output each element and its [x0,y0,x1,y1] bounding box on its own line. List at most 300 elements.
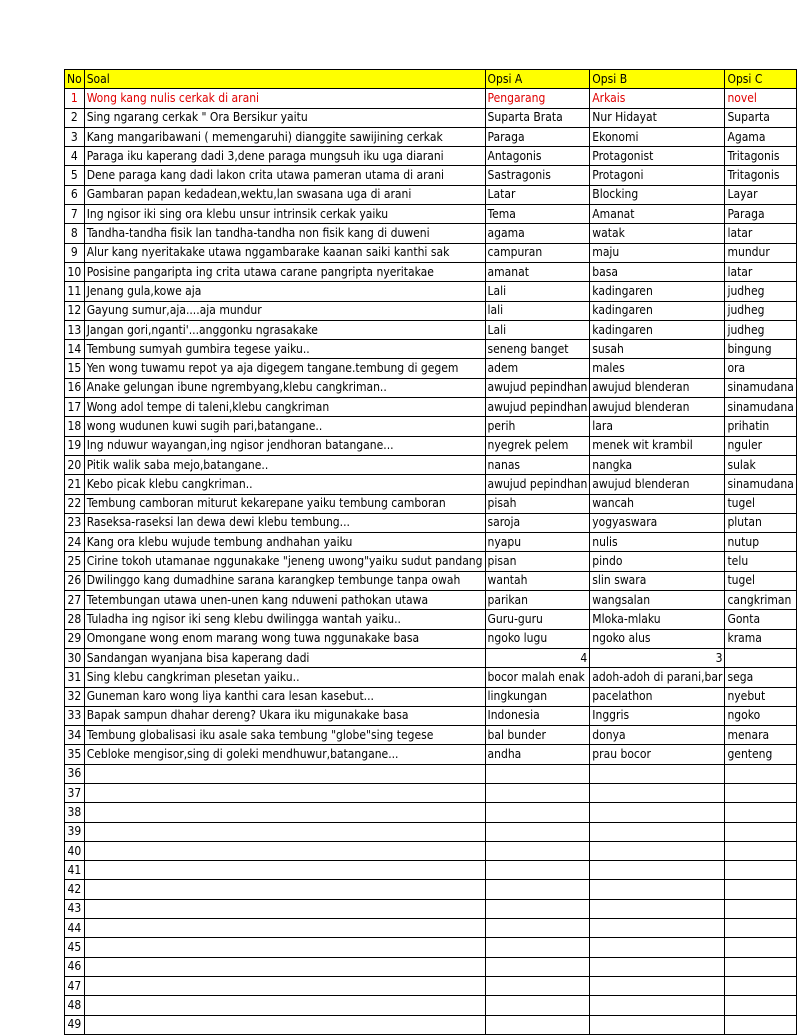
table-row [65,243,797,262]
option-a-cell[interactable]: pisan [485,552,590,571]
option-c-cell[interactable]: krama [725,629,796,648]
table-row [65,205,797,224]
table-row [65,783,797,802]
option-c-cell[interactable]: sinamudana [725,378,796,397]
option-c-cell[interactable]: Gonta [725,610,796,629]
question-cell[interactable] [84,1015,485,1034]
table-row [65,648,797,667]
header-row [65,70,797,89]
option-b-cell[interactable] [590,764,725,783]
option-a-cell[interactable]: lali [485,301,590,320]
option-b-cell[interactable]: susah [590,340,725,359]
table-row [65,89,797,108]
option-a-cell[interactable]: Sastragonis [485,166,590,185]
option-a-cell[interactable] [485,919,590,938]
option-c-cell[interactable]: Suparta [725,108,796,127]
option-b-cell[interactable] [590,899,725,918]
option-a-cell[interactable]: bal bunder [485,726,590,745]
question-cell[interactable] [84,783,485,802]
option-c-cell[interactable]: latar [725,262,796,281]
table-row [65,417,797,436]
row-number-cell[interactable]: 4 [65,147,85,166]
option-c-cell[interactable]: ora [725,359,796,378]
option-a-cell[interactable] [485,764,590,783]
option-b-cell[interactable] [590,822,725,841]
option-a-cell[interactable]: Tema [485,205,590,224]
question-cell[interactable]: Wong kang nulis cerkak di arani [84,89,485,108]
row-number-cell[interactable]: 47 [65,976,85,995]
question-cell[interactable]: Sing ngarang cerkak " Ora Bersikur yaitu [84,108,485,127]
option-a-cell[interactable] [485,938,590,957]
question-cell[interactable]: Jangan gori,nganti'...anggonku ngrasakake [84,320,485,339]
option-a-cell[interactable]: pisah [485,494,590,513]
question-cell[interactable]: Dwilinggo kang dumadhine sarana karangkep tembunge tanpa owah [84,571,485,590]
table-row [65,957,797,976]
option-a-cell[interactable]: Latar [485,185,590,204]
option-a-cell[interactable] [485,783,590,802]
question-cell[interactable]: Yen wong tuwamu repot ya aja digegem tangane.tembung di gegem [84,359,485,378]
row-number-cell[interactable]: 15 [65,359,85,378]
question-cell[interactable] [84,841,485,860]
table-row [65,976,797,995]
row-number-cell[interactable]: 42 [65,880,85,899]
option-c-cell[interactable]: nutup [725,533,796,552]
row-number-cell[interactable]: 33 [65,706,85,725]
option-b-cell[interactable]: awujud blenderan [590,378,725,397]
question-cell[interactable] [84,803,485,822]
question-cell[interactable]: Tandha-tandha fisik lan tandha-tandha non fisik kang di duweni [84,224,485,243]
row-number-cell[interactable]: 30 [65,648,85,667]
question-cell[interactable]: Tembung sumyah gumbira tegese yaiku.. [84,340,485,359]
table-row [65,938,797,957]
row-number-cell[interactable]: 39 [65,822,85,841]
table-row [65,591,797,610]
option-c-cell[interactable] [725,648,796,667]
option-a-cell[interactable]: adem [485,359,590,378]
option-a-cell[interactable] [485,996,590,1015]
row-number-cell[interactable]: 31 [65,668,85,687]
option-a-cell[interactable]: Guru-guru [485,610,590,629]
question-cell[interactable]: Tetembungan utawa unen-unen kang nduweni pathokan utawa [84,591,485,610]
row-number-cell[interactable]: 20 [65,455,85,474]
table-row [65,706,797,725]
row-number-cell[interactable]: 17 [65,398,85,417]
option-b-cell[interactable]: Nur Hidayat [590,108,725,127]
table-row [65,127,797,146]
table-row [65,552,797,571]
table-row [65,822,797,841]
option-c-cell[interactable] [725,957,796,976]
option-b-cell[interactable] [590,803,725,822]
table-body [65,70,797,1035]
question-cell[interactable]: Ing ngisor iki sing ora klebu unsur intrinsik cerkak yaiku [84,205,485,224]
row-number-cell[interactable]: 6 [65,185,85,204]
header-opsi-a[interactable]: Opsi A [485,70,590,89]
option-c-cell[interactable] [725,861,796,880]
option-b-cell[interactable]: ngoko alus [590,629,725,648]
option-b-cell[interactable]: menek wit krambil [590,436,725,455]
option-b-cell[interactable]: adoh-adoh di parani,bar [590,668,725,687]
table-row [65,571,797,590]
question-cell[interactable]: Omongane wong enom marang wong tuwa nggunakake basa [84,629,485,648]
option-b-cell[interactable]: slin swara [590,571,725,590]
table-row [65,185,797,204]
option-b-cell[interactable]: 3 [590,648,725,667]
question-cell[interactable]: Ing nduwur wayangan,ing ngisor jendhoran batangane... [84,436,485,455]
table-row [65,436,797,455]
table-row [65,996,797,1015]
row-number-cell[interactable]: 49 [65,1015,85,1034]
question-cell[interactable]: Cebloke mengisor,sing di goleki mendhuwur,batangane... [84,745,485,764]
table-row [65,455,797,474]
question-cell[interactable]: Kebo picak klebu cangkriman.. [84,475,485,494]
option-b-cell[interactable]: Arkais [590,89,725,108]
option-a-cell[interactable]: ngoko lugu [485,629,590,648]
option-b-cell[interactable]: basa [590,262,725,281]
option-c-cell[interactable]: telu [725,552,796,571]
row-number-cell[interactable]: 1 [65,89,85,108]
row-number-cell[interactable]: 34 [65,726,85,745]
option-b-cell[interactable]: Mloka-mlaku [590,610,725,629]
option-a-cell[interactable]: andha [485,745,590,764]
option-c-cell[interactable]: latar [725,224,796,243]
question-cell[interactable]: Sing klebu cangkriman plesetan yaiku.. [84,668,485,687]
question-cell[interactable]: Guneman karo wong liya kanthi cara lesan kasebut... [84,687,485,706]
option-b-cell[interactable] [590,938,725,957]
row-number-cell[interactable]: 10 [65,262,85,281]
row-number-cell[interactable]: 26 [65,571,85,590]
option-a-cell[interactable]: nyapu [485,533,590,552]
row-number-cell[interactable]: 22 [65,494,85,513]
option-c-cell[interactable] [725,976,796,995]
question-cell[interactable]: Raseksa-raseksi lan dewa dewi klebu tembung... [84,513,485,532]
option-c-cell[interactable]: sega [725,668,796,687]
option-c-cell[interactable]: judheg [725,301,796,320]
question-cell[interactable] [84,976,485,995]
option-c-cell[interactable]: Layar [725,185,796,204]
row-number-cell[interactable]: 5 [65,166,85,185]
question-cell[interactable]: Anake gelungan ibune ngrembyang,klebu cangkriman.. [84,378,485,397]
table-row [65,841,797,860]
question-cell[interactable]: Paraga iku kaperang dadi 3,dene paraga mungsuh iku uga diarani [84,147,485,166]
row-number-cell[interactable]: 14 [65,340,85,359]
option-c-cell[interactable] [725,803,796,822]
option-c-cell[interactable]: genteng [725,745,796,764]
option-a-cell[interactable] [485,976,590,995]
option-a-cell[interactable] [485,841,590,860]
row-number-cell[interactable]: 37 [65,783,85,802]
option-a-cell[interactable] [485,822,590,841]
row-number-cell[interactable]: 9 [65,243,85,262]
option-a-cell[interactable]: 4 [485,648,590,667]
table-row [65,301,797,320]
option-c-cell[interactable]: novel [725,89,796,108]
option-b-cell[interactable] [590,996,725,1015]
option-a-cell[interactable]: Lali [485,320,590,339]
option-a-cell[interactable]: agama [485,224,590,243]
question-cell[interactable] [84,919,485,938]
option-a-cell[interactable]: Antagonis [485,147,590,166]
option-c-cell[interactable]: prihatin [725,417,796,436]
option-c-cell[interactable]: sinamudana [725,398,796,417]
option-b-cell[interactable]: watak [590,224,725,243]
option-c-cell[interactable] [725,783,796,802]
option-c-cell[interactable]: nyebut [725,687,796,706]
row-number-cell[interactable]: 40 [65,841,85,860]
option-b-cell[interactable]: prau bocor [590,745,725,764]
option-b-cell[interactable]: wancah [590,494,725,513]
row-number-cell[interactable]: 38 [65,803,85,822]
question-cell[interactable]: Posisine pangaripta ing crita utawa carane pangripta nyeritakae [84,262,485,281]
table-row [65,533,797,552]
option-a-cell[interactable]: Paraga [485,127,590,146]
question-cell[interactable]: Dene paraga kang dadi lakon crita utawa pameran utama di arani [84,166,485,185]
question-cell[interactable]: Wong adol tempe di taleni,klebu cangkriman [84,398,485,417]
option-b-cell[interactable]: Protagonist [590,147,725,166]
option-c-cell[interactable]: Agama [725,127,796,146]
row-number-cell[interactable]: 28 [65,610,85,629]
table-row [65,359,797,378]
table-row [65,1015,797,1034]
option-a-cell[interactable]: awujud pepindhan [485,475,590,494]
table-row [65,166,797,185]
option-b-cell[interactable]: wangsalan [590,591,725,610]
table-row [65,764,797,783]
header-no[interactable]: No [65,70,85,89]
table-row [65,668,797,687]
row-number-cell[interactable]: 8 [65,224,85,243]
option-c-cell[interactable] [725,938,796,957]
option-a-cell[interactable]: Lali [485,282,590,301]
option-c-cell[interactable] [725,880,796,899]
option-b-cell[interactable]: yogyaswara [590,513,725,532]
table-row [65,726,797,745]
option-a-cell[interactable]: Suparta Brata [485,108,590,127]
row-number-cell[interactable]: 16 [65,378,85,397]
table-row [65,108,797,127]
row-number-cell[interactable]: 3 [65,127,85,146]
option-b-cell[interactable]: kadingaren [590,301,725,320]
row-number-cell[interactable]: 29 [65,629,85,648]
table-row [65,803,797,822]
question-cell[interactable] [84,822,485,841]
option-c-cell[interactable]: judheg [725,320,796,339]
table-row [65,687,797,706]
question-cell[interactable] [84,957,485,976]
option-c-cell[interactable] [725,899,796,918]
option-b-cell[interactable]: nulis [590,533,725,552]
option-c-cell[interactable] [725,822,796,841]
table-row [65,629,797,648]
option-c-cell[interactable]: sinamudana [725,475,796,494]
table-row [65,899,797,918]
option-b-cell[interactable]: kadingaren [590,320,725,339]
option-b-cell[interactable]: Amanat [590,205,725,224]
row-number-cell[interactable]: 32 [65,687,85,706]
row-number-cell[interactable]: 43 [65,899,85,918]
table-row [65,475,797,494]
header-soal[interactable]: Soal [84,70,485,89]
row-number-cell[interactable]: 41 [65,861,85,880]
option-b-cell[interactable] [590,861,725,880]
header-opsi-c[interactable]: Opsi C [725,70,796,89]
row-number-cell[interactable]: 44 [65,919,85,938]
option-a-cell[interactable]: amanat [485,262,590,281]
option-c-cell[interactable]: sulak [725,455,796,474]
option-a-cell[interactable]: perih [485,417,590,436]
option-a-cell[interactable] [485,803,590,822]
option-b-cell[interactable]: maju [590,243,725,262]
question-cell[interactable] [84,996,485,1015]
option-c-cell[interactable] [725,996,796,1015]
option-c-cell[interactable] [725,919,796,938]
question-cell[interactable] [84,880,485,899]
option-a-cell[interactable]: campuran [485,243,590,262]
row-number-cell[interactable]: 25 [65,552,85,571]
option-b-cell[interactable]: awujud blenderan [590,398,725,417]
row-number-cell[interactable]: 24 [65,533,85,552]
question-table [64,69,797,1035]
question-cell[interactable]: Pitik walik saba mejo,batangane.. [84,455,485,474]
option-a-cell[interactable]: wantah [485,571,590,590]
question-cell[interactable]: Tembung camboran miturut kekarepane yaiku tembung camboran [84,494,485,513]
option-a-cell[interactable]: Indonesia [485,706,590,725]
table-row [65,224,797,243]
table-row [65,262,797,281]
option-c-cell[interactable]: cangkriman [725,591,796,610]
table-row [65,147,797,166]
option-b-cell[interactable] [590,957,725,976]
table-row [65,494,797,513]
row-number-cell[interactable]: 35 [65,745,85,764]
question-cell[interactable]: Kang ora klebu wujude tembung andhahan yaiku [84,533,485,552]
table-row [65,513,797,532]
option-c-cell[interactable]: nguler [725,436,796,455]
option-c-cell[interactable] [725,841,796,860]
table-row [65,282,797,301]
question-cell[interactable] [84,938,485,957]
table-row [65,378,797,397]
table-row [65,398,797,417]
option-a-cell[interactable] [485,880,590,899]
option-b-cell[interactable]: nangka [590,455,725,474]
question-cell[interactable]: Jenang gula,kowe aja [84,282,485,301]
option-a-cell[interactable]: nanas [485,455,590,474]
question-cell[interactable]: Bapak sampun dhahar dereng? Ukara iku migunakake basa [84,706,485,725]
option-a-cell[interactable] [485,899,590,918]
option-b-cell[interactable]: kadingaren [590,282,725,301]
option-c-cell[interactable]: Tritagonis [725,147,796,166]
question-cell[interactable] [84,861,485,880]
option-b-cell[interactable]: lara [590,417,725,436]
row-number-cell[interactable]: 7 [65,205,85,224]
option-b-cell[interactable]: pindo [590,552,725,571]
option-a-cell[interactable] [485,957,590,976]
row-number-cell[interactable]: 48 [65,996,85,1015]
option-b-cell[interactable] [590,841,725,860]
row-number-cell[interactable]: 45 [65,938,85,957]
option-a-cell[interactable] [485,861,590,880]
option-a-cell[interactable]: saroja [485,513,590,532]
question-cell[interactable]: Gayung sumur,aja....aja mundur [84,301,485,320]
option-a-cell[interactable]: parikan [485,591,590,610]
row-number-cell[interactable]: 36 [65,764,85,783]
option-c-cell[interactable]: plutan [725,513,796,532]
question-cell[interactable] [84,899,485,918]
table-row [65,861,797,880]
option-b-cell[interactable]: Blocking [590,185,725,204]
question-cell[interactable]: wong wudunen kuwi sugih pari,batangane.. [84,417,485,436]
option-a-cell[interactable]: Pengarang [485,89,590,108]
row-number-cell[interactable]: 11 [65,282,85,301]
table-row [65,340,797,359]
row-number-cell[interactable]: 23 [65,513,85,532]
option-b-cell[interactable] [590,783,725,802]
option-c-cell[interactable] [725,764,796,783]
option-c-cell[interactable]: judheg [725,282,796,301]
option-c-cell[interactable] [725,1015,796,1034]
option-a-cell[interactable]: awujud pepindhan [485,378,590,397]
question-cell[interactable]: Sandangan wyanjana bisa kaperang dadi [84,648,485,667]
option-b-cell[interactable]: Ekonomi [590,127,725,146]
row-number-cell[interactable]: 27 [65,591,85,610]
option-c-cell[interactable]: tugel [725,571,796,590]
table-row [65,880,797,899]
option-c-cell[interactable]: bingung [725,340,796,359]
row-number-cell[interactable]: 18 [65,417,85,436]
option-a-cell[interactable]: lingkungan [485,687,590,706]
option-c-cell[interactable]: ngoko [725,706,796,725]
option-c-cell[interactable]: Paraga [725,205,796,224]
row-number-cell[interactable]: 19 [65,436,85,455]
option-c-cell[interactable]: menara [725,726,796,745]
row-number-cell[interactable]: 13 [65,320,85,339]
question-cell[interactable]: Tuladha ing ngisor iki seng klebu dwilingga wantah yaiku.. [84,610,485,629]
row-number-cell[interactable]: 46 [65,957,85,976]
option-c-cell[interactable]: mundur [725,243,796,262]
question-cell[interactable]: Cirine tokoh utamanae nggunakake "jeneng uwong"yaiku sudut pandang [84,552,485,571]
option-b-cell[interactable] [590,919,725,938]
option-b-cell[interactable] [590,1015,725,1034]
question-cell[interactable] [84,764,485,783]
table-row [65,320,797,339]
option-c-cell[interactable]: Tritagonis [725,166,796,185]
option-b-cell[interactable] [590,976,725,995]
question-cell[interactable]: Tembung globalisasi iku asale saka tembung "globe"sing tegese [84,726,485,745]
row-number-cell[interactable]: 21 [65,475,85,494]
option-b-cell[interactable]: Inggris [590,706,725,725]
option-b-cell[interactable]: awujud blenderan [590,475,725,494]
header-opsi-b[interactable]: Opsi B [590,70,725,89]
option-b-cell[interactable]: donya [590,726,725,745]
table-row [65,745,797,764]
question-cell[interactable]: Alur kang nyeritakake utawa nggambarake kaanan saiki kanthi sak [84,243,485,262]
option-a-cell[interactable]: bocor malah enak [485,668,590,687]
option-a-cell[interactable]: awujud pepindhan [485,398,590,417]
option-a-cell[interactable]: seneng banget [485,340,590,359]
row-number-cell[interactable]: 12 [65,301,85,320]
question-cell[interactable]: Kang mangaribawani ( memengaruhi) dianggite sawijining cerkak [84,127,485,146]
row-number-cell[interactable]: 2 [65,108,85,127]
option-b-cell[interactable]: Protagoni [590,166,725,185]
option-a-cell[interactable]: nyegrek pelem [485,436,590,455]
question-cell[interactable]: Gambaran papan kedadean,wektu,lan swasana uga di arani [84,185,485,204]
option-b-cell[interactable]: pacelathon [590,687,725,706]
option-a-cell[interactable] [485,1015,590,1034]
option-b-cell[interactable]: males [590,359,725,378]
option-c-cell[interactable]: tugel [725,494,796,513]
option-b-cell[interactable] [590,880,725,899]
